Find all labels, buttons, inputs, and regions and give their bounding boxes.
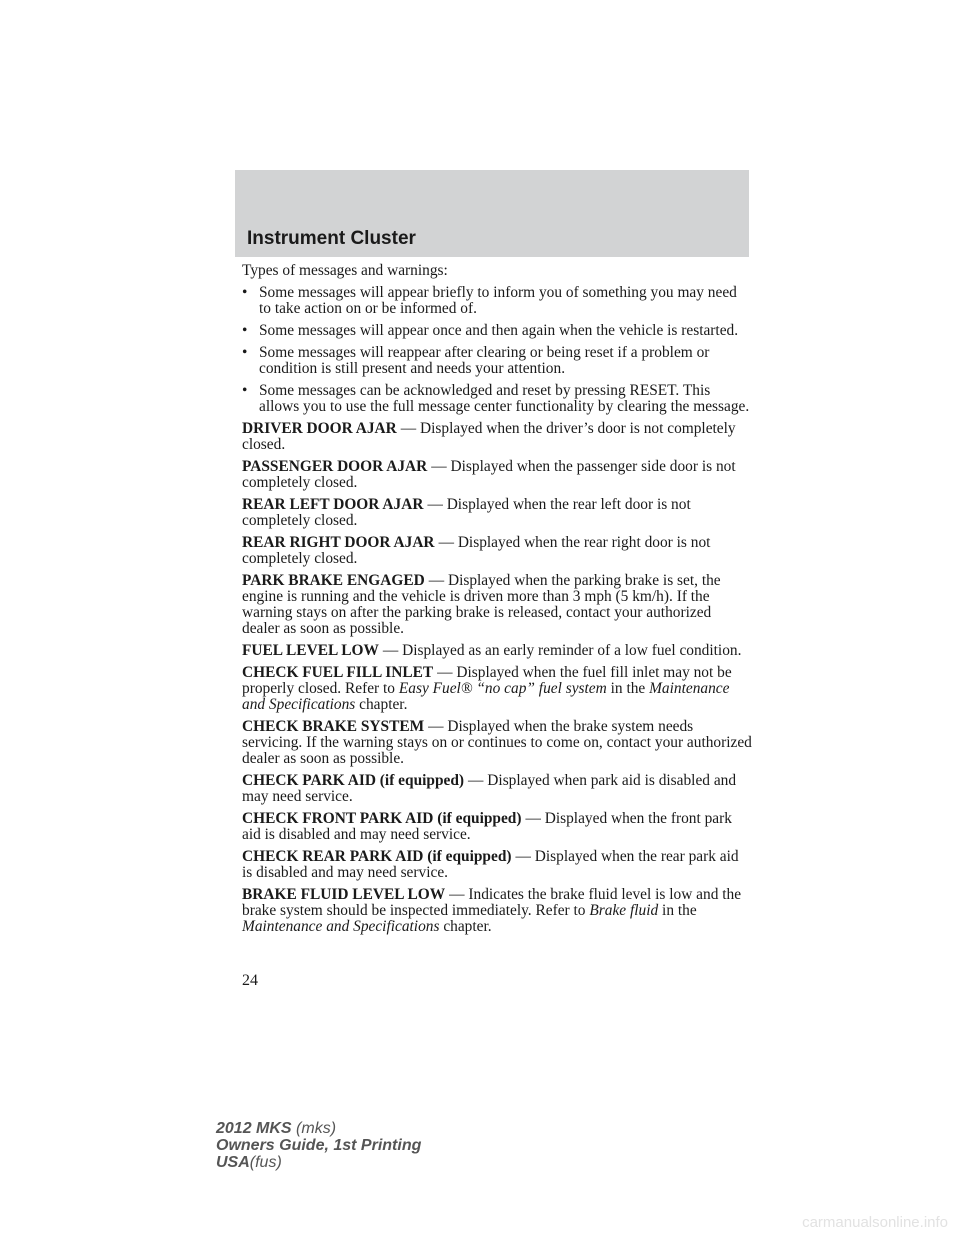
list-item-text: Some messages can be acknowledged and reset by pressing RESET. This allows you to use the full message center functionality by clearing the message. bbox=[259, 382, 750, 415]
message-entry bbox=[242, 665, 752, 713]
message-entry bbox=[242, 773, 752, 805]
em-dash: — bbox=[515, 848, 531, 865]
message-term: CHECK FUEL FILL INLET bbox=[242, 664, 434, 681]
message-description: Displayed when the passenger side door is not completely closed. bbox=[242, 458, 736, 491]
cross-reference: Easy Fuel® “no cap” fuel system bbox=[398, 680, 607, 697]
bullet-icon: • bbox=[242, 284, 248, 301]
em-dash: — bbox=[468, 772, 484, 789]
footer-model: 2012 MKS bbox=[216, 1120, 292, 1137]
message-term: PARK BRAKE ENGAGED bbox=[242, 572, 425, 589]
list-item-text: Some messages will appear once and then again when the vehicle is restarted. bbox=[259, 322, 739, 339]
message-term: REAR RIGHT DOOR AJAR bbox=[242, 534, 435, 551]
message-term: REAR LEFT DOOR AJAR bbox=[242, 496, 424, 513]
intro-text: Types of messages and warnings: bbox=[242, 262, 448, 279]
bullet-icon: • bbox=[242, 344, 248, 361]
message-entry bbox=[242, 421, 752, 453]
em-dash: — bbox=[449, 886, 465, 903]
message-entry bbox=[242, 573, 752, 637]
watermark-text: carmanualsonline.info bbox=[802, 1214, 948, 1231]
page-content bbox=[242, 263, 752, 941]
message-description: Displayed when the brake system needs servicing. If the warning stays on or continues to come on, contact your authorized dealer as soon as possible. bbox=[242, 718, 752, 767]
footer-printing: Owners Guide, 1st Printing bbox=[216, 1137, 422, 1154]
footer-market-code: (fus) bbox=[249, 1154, 282, 1171]
message-entry bbox=[242, 811, 752, 843]
message-description: Displayed when the rear park aid is disabled and may need service. bbox=[242, 848, 739, 881]
em-dash: — bbox=[382, 642, 399, 659]
message-term: CHECK PARK AID (if equipped) bbox=[242, 772, 465, 789]
message-description: Indicates the brake fluid level is low and the brake system should be inspected immediately. Refer to bbox=[242, 886, 742, 919]
section-title: Instrument Cluster bbox=[247, 228, 416, 249]
print-footer bbox=[216, 1120, 421, 1171]
message-term: PASSENGER DOOR AJAR bbox=[242, 458, 428, 475]
message-term: CHECK REAR PARK AID (if equipped) bbox=[242, 848, 512, 865]
message-description: Displayed when the driver’s door is not completely closed. bbox=[242, 420, 736, 453]
chapter-reference: Maintenance and Specifications bbox=[242, 680, 730, 713]
em-dash: — bbox=[438, 534, 454, 551]
cross-reference: Brake fluid bbox=[589, 902, 659, 919]
footer-market: USA bbox=[216, 1154, 250, 1171]
message-entry bbox=[242, 535, 752, 567]
message-entry bbox=[242, 887, 752, 935]
bullet-icon: • bbox=[242, 382, 248, 399]
em-dash: — bbox=[428, 572, 445, 589]
message-description: Displayed when park aid is disabled and may need service. bbox=[242, 772, 737, 805]
message-description: Displayed when the parking brake is set, the engine is running and the vehicle is driven more than 3 mph (5 km/h). If the warning stays on after the parking brake is released, contact your authorized dealer as soon as possible. bbox=[242, 572, 721, 637]
list-item-text: Some messages will reappear after clearing or being reset if a problem or condition is still present and needs your attention. bbox=[259, 344, 710, 377]
message-term: CHECK FRONT PARK AID (if equipped) bbox=[242, 810, 522, 827]
em-dash: — bbox=[437, 664, 453, 681]
list-item-text: Some messages will appear briefly to inform you of something you may need to take action on or be informed of. bbox=[259, 284, 737, 317]
message-entry bbox=[242, 849, 752, 881]
message-description: Displayed when the rear left door is not completely closed. bbox=[242, 496, 691, 529]
section-header-band bbox=[235, 170, 749, 257]
em-dash: — bbox=[400, 420, 417, 437]
footer-line-market bbox=[216, 1154, 421, 1171]
message-term: BRAKE FLUID LEVEL LOW bbox=[242, 886, 446, 903]
reference-connector: in the bbox=[662, 902, 697, 919]
bullet-icon: • bbox=[242, 322, 248, 339]
message-term: FUEL LEVEL LOW bbox=[242, 642, 379, 659]
reference-end: chapter. bbox=[359, 696, 408, 713]
em-dash: — bbox=[427, 496, 443, 513]
reference-end: chapter. bbox=[443, 918, 492, 935]
message-entry bbox=[242, 459, 752, 491]
em-dash: — bbox=[428, 718, 444, 735]
message-description: Displayed when the fuel fill inlet may not be properly closed. Refer to bbox=[242, 664, 732, 697]
list-item bbox=[242, 323, 752, 339]
chapter-reference: Maintenance and Specifications bbox=[242, 918, 440, 935]
reference-connector: in the bbox=[610, 680, 646, 697]
message-types-list bbox=[242, 285, 752, 415]
footer-line-model bbox=[216, 1120, 421, 1137]
message-entry bbox=[242, 497, 752, 529]
list-item bbox=[242, 285, 752, 317]
message-entry bbox=[242, 643, 752, 659]
message-description: Displayed as an early reminder of a low fuel condition. bbox=[402, 642, 742, 659]
footer-model-code: (mks) bbox=[296, 1120, 337, 1137]
message-description: Displayed when the rear right door is not completely closed. bbox=[242, 534, 711, 567]
message-term: CHECK BRAKE SYSTEM bbox=[242, 718, 425, 735]
page-number: 24 bbox=[242, 972, 258, 989]
list-item bbox=[242, 345, 752, 377]
em-dash: — bbox=[431, 458, 447, 475]
list-item bbox=[242, 383, 752, 415]
em-dash: — bbox=[525, 810, 541, 827]
message-entry bbox=[242, 719, 752, 767]
message-description: Displayed when the front park aid is disabled and may need service. bbox=[242, 810, 732, 843]
message-term: DRIVER DOOR AJAR bbox=[242, 420, 397, 437]
